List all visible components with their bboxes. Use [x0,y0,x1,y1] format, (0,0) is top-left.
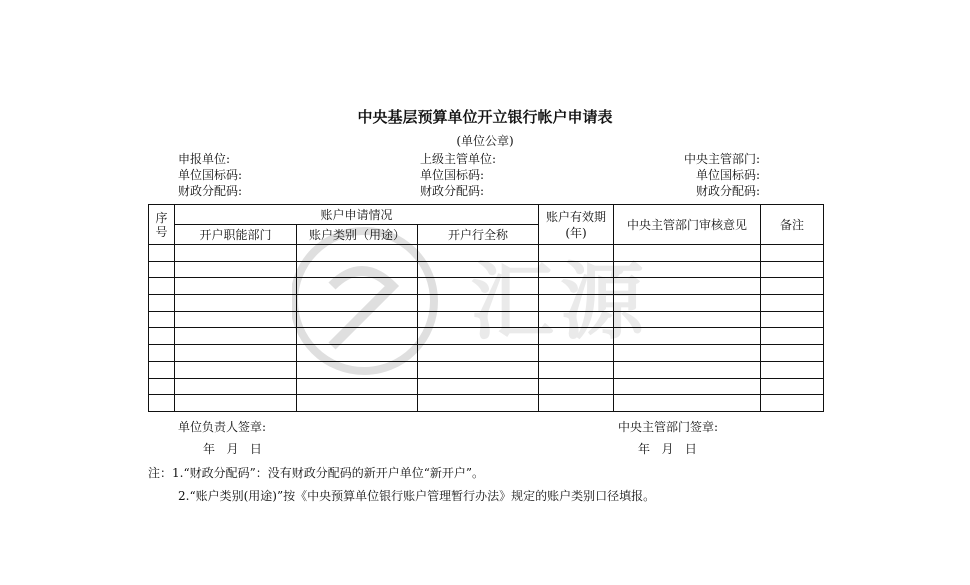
table-cell[interactable] [297,378,418,395]
table-cell[interactable] [149,345,175,362]
table-cell[interactable] [539,261,614,278]
right-date-label: 年 月 日 [638,442,697,456]
table-cell[interactable] [418,378,539,395]
review-header: 中央主管部门审核意见 [614,205,761,245]
info-middle [420,151,496,199]
table-cell[interactable] [175,245,297,262]
table-cell[interactable] [418,328,539,345]
table-row [149,295,824,312]
note-header: 备注 [761,205,824,245]
finance-code-label: 财政分配码: [178,184,243,198]
table-cell[interactable] [149,328,175,345]
table-cell[interactable] [175,361,297,378]
application-table [148,204,824,412]
table-cell[interactable] [614,361,761,378]
table-cell[interactable] [175,378,297,395]
table-row [149,328,824,345]
table-cell[interactable] [175,311,297,328]
table-cell[interactable] [297,278,418,295]
table-row [149,261,824,278]
table-row [149,345,824,362]
table-cell[interactable] [297,295,418,312]
table-cell[interactable] [761,311,824,328]
table-row [149,278,824,295]
table-cell[interactable] [149,278,175,295]
table-cell[interactable] [761,395,824,412]
table-cell[interactable] [539,328,614,345]
table-cell[interactable] [149,395,175,412]
bank-header: 开户行全称 [418,225,539,245]
table-cell[interactable] [614,345,761,362]
watermark-text: 汇源 [470,253,651,351]
table-cell[interactable] [297,361,418,378]
central-dept-signature-label: 中央主管部门签章: [618,420,719,434]
official-seal-label: (单位公章) [456,134,514,148]
table-cell[interactable] [539,278,614,295]
left-date-label: 年 月 日 [203,442,262,456]
table-body [149,245,824,412]
table-cell[interactable] [614,378,761,395]
table-cell[interactable] [175,395,297,412]
validity-header-line2: (年) [565,225,587,240]
table-cell[interactable] [297,328,418,345]
table-cell[interactable] [175,345,297,362]
table-cell[interactable] [297,395,418,412]
table-cell[interactable] [614,278,761,295]
table-cell[interactable] [418,261,539,278]
seq-header-text: 序号 [155,210,168,239]
table-cell[interactable] [614,295,761,312]
table-cell[interactable] [539,345,614,362]
table-cell[interactable] [761,328,824,345]
table-cell[interactable] [149,361,175,378]
table-cell[interactable] [418,361,539,378]
type-header: 账户类别（用途） [297,225,418,245]
note-line-1: 注：1.“财政分配码”：没有财政分配码的新开户单位“新开户”。 [148,466,484,480]
table-cell[interactable] [614,395,761,412]
seq-header [149,205,175,245]
central-finance-code-label: 财政分配码: [695,184,760,198]
parent-finance-code-label: 财政分配码: [420,184,485,198]
table-cell[interactable] [761,245,824,262]
table-cell[interactable] [149,311,175,328]
table-cell[interactable] [297,311,418,328]
unit-code-label: 单位国标码: [178,168,243,182]
table-cell[interactable] [297,261,418,278]
table-cell[interactable] [614,245,761,262]
table-row [149,395,824,412]
table-row [149,245,824,262]
table-cell[interactable] [614,328,761,345]
info-left [178,151,242,199]
table-row [149,311,824,328]
parent-unit-label: 上级主管单位: [420,152,497,166]
table-cell[interactable] [418,345,539,362]
form-title: 中央基层预算单位开立银行帐户申请表 [357,108,613,126]
table-cell[interactable] [418,245,539,262]
table-cell[interactable] [539,378,614,395]
table-cell[interactable] [149,245,175,262]
note-line-2: 2.“账户类别(用途)”按《中央预算单位银行账户管理暂行办法》规定的账户类别口径填报。 [178,489,656,503]
validity-header [539,205,614,245]
table-cell[interactable] [418,278,539,295]
table-cell[interactable] [761,345,824,362]
validity-header-line1: 账户有效期 [546,209,607,224]
table-cell[interactable] [761,295,824,312]
table-cell[interactable] [539,245,614,262]
table-cell[interactable] [149,261,175,278]
table-cell[interactable] [175,278,297,295]
table-cell[interactable] [297,345,418,362]
table-cell[interactable] [761,278,824,295]
table-cell[interactable] [614,261,761,278]
central-dept-label: 中央主管部门: [683,152,760,166]
table-cell[interactable] [539,361,614,378]
table-cell[interactable] [175,328,297,345]
table-cell[interactable] [761,261,824,278]
table-cell[interactable] [149,295,175,312]
table-cell[interactable] [761,361,824,378]
table-cell[interactable] [539,395,614,412]
table-cell[interactable] [175,261,297,278]
table-row [149,378,824,395]
table-cell[interactable] [297,245,418,262]
applicant-unit-label: 申报单位: [178,152,231,166]
table-cell[interactable] [418,311,539,328]
table-cell[interactable] [761,378,824,395]
table-cell[interactable] [539,295,614,312]
table-cell[interactable] [418,395,539,412]
table-row [149,361,824,378]
central-dept-code-label: 单位国标码: [695,168,760,182]
table-cell[interactable] [539,311,614,328]
table-cell[interactable] [614,311,761,328]
table-cell[interactable] [149,378,175,395]
table-cell[interactable] [418,295,539,312]
info-right [640,151,760,199]
table-cell[interactable] [175,295,297,312]
dept-header: 开户职能部门 [175,225,297,245]
account-application-header: 账户申请情况 [175,205,539,225]
parent-unit-code-label: 单位国标码: [420,168,485,182]
unit-head-signature-label: 单位负责人签章: [178,420,267,434]
